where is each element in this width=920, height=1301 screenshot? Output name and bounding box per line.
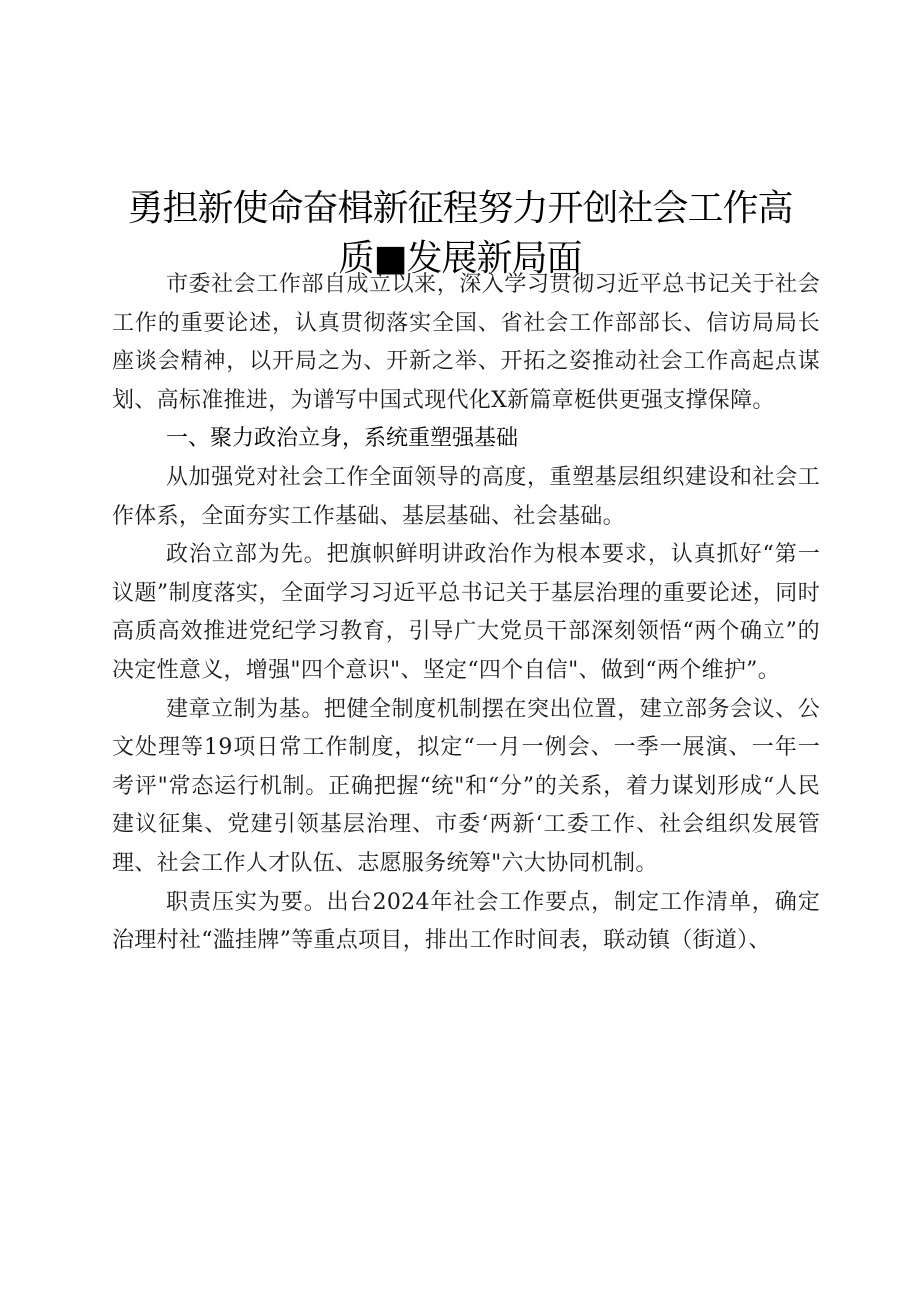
title-line-1: 勇担新使命奋楫新征程努力开创社会工作高 xyxy=(127,188,793,230)
title-line-2: 质■发展新局面 xyxy=(338,238,582,280)
rules-paragraph: 建章立制为基。把健全制度机制摆在突出位置，建立部务会议、公文处理等19项日常工作制度，拟定“一月一例会、一季一展演、一年一考评"常态运行机制。正确把握“统"和“分”的关系，着力谋划形成“人民建议征集、党建引领基层治理、市委‘两新‘工委工作、社会组织发展管理、社会工作人才队伍、志愿服务统筹"六大协同机制。 xyxy=(112,696,820,876)
section-1-intro-paragraph: 从加强党对社会工作全面领导的高度，重塑基层组织建设和社会工作体系，全面夯实工作基础、基层基础、社会基础。 xyxy=(112,464,820,529)
political-paragraph: 政治立部为先。把旗帜鲜明讲政治作为根本要求，认真抓好“第一议题”制度落实，全面学习习近平总书记关于基层治理的重要论述，同时高质高效推进党纪学习教育，引导广大党员干部深刻领悟“两个确立”的决定性意义，增强"四个意识"、坚定“四个自信"、做到“两个维护”。 xyxy=(112,542,820,683)
document-body xyxy=(112,266,820,961)
section-1-heading: 一、聚力政治立身，系统重塑强基础 xyxy=(166,426,519,452)
intro-paragraph: 市委社会工作部自成立以来，深入学习贯彻习近平总书记关于社会工作的重要论述，认真贯彻落实全国、省社会工作部部长、信访局局长座谈会精神，以开局之为、开新之举、开拓之姿推动社会工作高起点谋划、高标准推进，为谱写中国式现代化X新篇章梃供更强支撑保障。 xyxy=(112,272,820,413)
duty-paragraph: 职责压实为要。出台2024年社会工作要点，制定工作清单，确定治理村社“滥挂牌”等重点项目，排出工作时间表，联动镇（街道）、 xyxy=(112,889,820,954)
